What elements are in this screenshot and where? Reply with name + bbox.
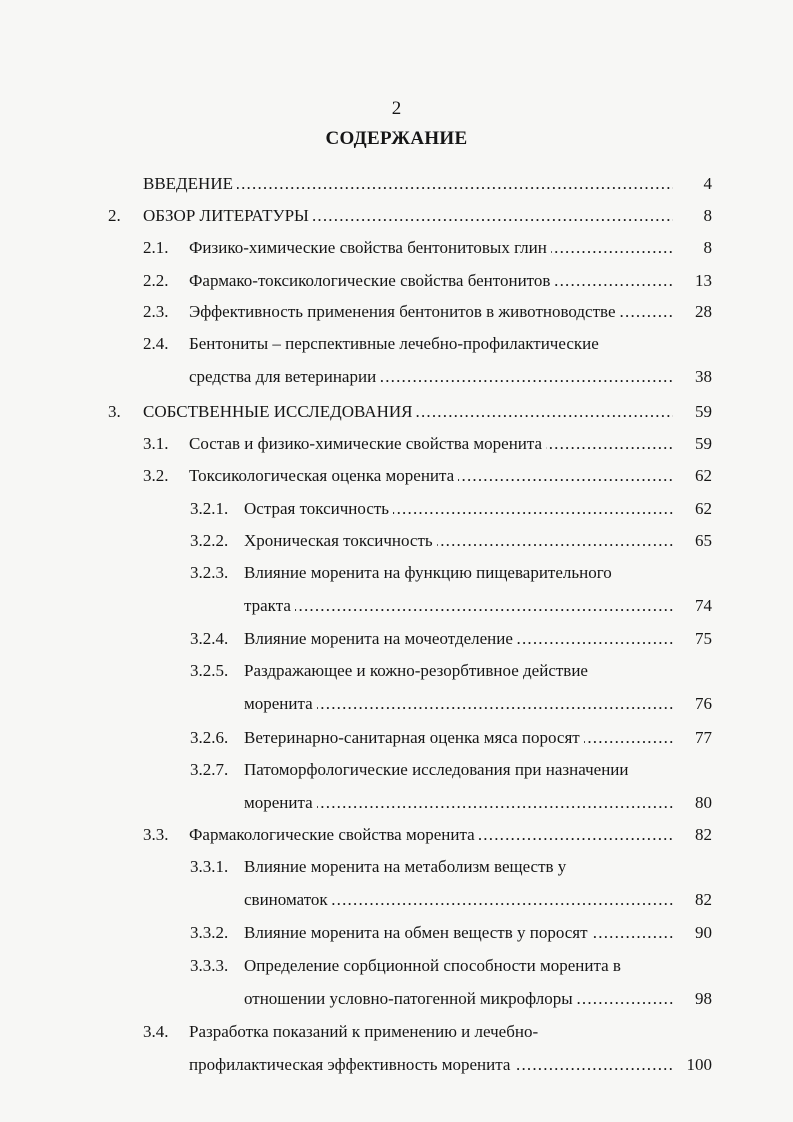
entry-title-text: Хроническая токсичность	[244, 531, 437, 550]
entry-title	[143, 203, 673, 229]
entry-page: 98	[695, 989, 712, 1008]
entry-title	[189, 235, 673, 261]
toc-entry[interactable]	[0, 463, 793, 489]
entry-page: 13	[695, 271, 712, 290]
entry-title	[244, 496, 673, 522]
toc-entry[interactable]	[0, 299, 793, 325]
entry-title-text: Бентониты – перспективные лечебно-профилактические	[189, 334, 603, 353]
entry-title-continued	[189, 364, 673, 390]
entry-number: 3.2.7.	[190, 760, 229, 779]
entry-title	[143, 399, 673, 425]
entry-number: 2.1.	[143, 238, 169, 257]
entry-title-text: тракта	[244, 596, 295, 615]
toc-entry[interactable]	[0, 953, 793, 979]
entry-title	[244, 528, 673, 554]
entry-page: 4	[703, 174, 712, 193]
entry-title-text: средства для ветеринарии	[189, 367, 380, 386]
entry-number: 3.2.4.	[190, 629, 229, 648]
toc-entry-continuation[interactable]	[0, 986, 793, 1012]
toc-entry[interactable]	[0, 920, 793, 946]
entry-number: 3.2.6.	[190, 728, 229, 747]
entry-title-text: СОБСТВЕННЫЕ ИССЛЕДОВАНИЯ	[143, 402, 416, 421]
entry-title-continued	[244, 887, 673, 913]
entry-title	[244, 725, 673, 751]
entry-title-text: профилактическая эффективность моренита	[189, 1055, 514, 1074]
toc-entry[interactable]	[0, 528, 793, 554]
toc-entry-continuation[interactable]	[0, 1052, 793, 1078]
entry-title-continued	[189, 1052, 673, 1078]
entry-page: 100	[686, 1055, 712, 1074]
entry-number: 3.1.	[143, 434, 169, 453]
toc-entry[interactable]	[0, 757, 793, 783]
entry-title	[189, 463, 673, 489]
toc-entry[interactable]	[0, 431, 793, 457]
entry-number: 3.2.5.	[190, 661, 229, 680]
entry-title	[189, 1019, 712, 1045]
toc-entry[interactable]	[0, 658, 793, 684]
entry-title	[244, 626, 673, 652]
entry-title	[244, 854, 712, 880]
entry-page: 62	[695, 499, 712, 518]
toc-entry[interactable]	[0, 331, 793, 357]
entry-number: 3.	[108, 402, 121, 421]
toc-entry[interactable]	[0, 822, 793, 848]
entry-title-text: Определение сорбционной способности моренита в	[244, 956, 625, 975]
entry-title-text: Влияние моренита на мочеотделение	[244, 629, 517, 648]
entry-page: 59	[695, 434, 712, 453]
entry-title-text: ВВЕДЕНИЕ	[143, 174, 237, 193]
entry-page: 80	[695, 793, 712, 812]
toc-entry[interactable]	[0, 854, 793, 880]
entry-page: 75	[695, 629, 712, 648]
toc-entry-continuation[interactable]	[0, 593, 793, 619]
entry-title	[244, 920, 673, 946]
entry-number: 3.3.2.	[190, 923, 229, 942]
entry-title-text: Разработка показаний к применению и лечебно-	[189, 1022, 542, 1041]
entry-title-text: отношении условно-патогенной микрофлоры	[244, 989, 577, 1008]
entry-number: 2.4.	[143, 334, 169, 353]
entry-title-text: Раздражающее и кожно-резорбтивное действие	[244, 661, 592, 680]
entry-title-text: Патоморфологические исследования при назначении	[244, 760, 633, 779]
toc-entry[interactable]	[0, 399, 793, 425]
entry-title-continued	[244, 593, 673, 619]
toc-entry[interactable]	[0, 203, 793, 229]
entry-title-text: Токсикологическая оценка моренита	[189, 466, 458, 485]
toc-entry[interactable]	[0, 496, 793, 522]
entry-title-text: Влияние моренита на функцию пищеварительного	[244, 563, 616, 582]
toc-entry[interactable]	[0, 626, 793, 652]
entry-number: 3.2.	[143, 466, 169, 485]
entry-title	[189, 268, 673, 294]
entry-title-continued	[244, 691, 673, 717]
entry-title-text: Влияние моренита на метаболизм веществ у	[244, 857, 570, 876]
entry-page: 28	[695, 302, 712, 321]
entry-page: 8	[703, 238, 712, 257]
entry-page: 76	[695, 694, 712, 713]
toc-entry[interactable]	[0, 171, 793, 197]
entry-title	[244, 757, 712, 783]
entry-page: 65	[695, 531, 712, 550]
entry-title	[189, 431, 673, 457]
entry-number: 3.3.	[143, 825, 169, 844]
entry-title	[244, 658, 712, 684]
entry-title-text: Ветеринарно-санитарная оценка мяса поросят	[244, 728, 584, 747]
entry-title-text: Физико-химические свойства бентонитовых глин	[189, 238, 551, 257]
toc-entry[interactable]	[0, 560, 793, 586]
entry-title	[244, 560, 712, 586]
toc-entry-continuation[interactable]	[0, 790, 793, 816]
entry-title-text: Фармако-токсикологические свойства бентонитов	[189, 271, 554, 290]
entry-title	[244, 953, 712, 979]
entry-page: 8	[703, 206, 712, 225]
entry-title	[189, 822, 673, 848]
entry-title-continued	[244, 986, 673, 1012]
toc-entry[interactable]	[0, 268, 793, 294]
entry-title-text: ОБЗОР ЛИТЕРАТУРЫ	[143, 206, 313, 225]
toc-entry[interactable]	[0, 235, 793, 261]
entry-title	[189, 331, 712, 357]
entry-page: 74	[695, 596, 712, 615]
entry-number: 3.4.	[143, 1022, 169, 1041]
entry-title	[189, 299, 673, 325]
entry-number: 2.2.	[143, 271, 169, 290]
entry-page: 38	[695, 367, 712, 386]
entry-title-text: моренита	[244, 793, 317, 812]
entry-title-text: Острая токсичность	[244, 499, 393, 518]
entry-title-text: Влияние моренита на обмен веществ у поросят	[244, 923, 592, 942]
entry-number: 3.2.2.	[190, 531, 229, 550]
toc-entry[interactable]	[0, 725, 793, 751]
entry-title-text: моренита	[244, 694, 317, 713]
entry-number: 3.2.3.	[190, 563, 229, 582]
entry-page: 82	[695, 890, 712, 909]
entry-title-text: Фармакологические свойства моренита	[189, 825, 479, 844]
entry-page: 62	[695, 466, 712, 485]
entry-title-continued	[244, 790, 673, 816]
page-number: 2	[391, 98, 402, 119]
toc-entry-continuation[interactable]	[0, 887, 793, 913]
entry-number: 2.3.	[143, 302, 169, 321]
toc-title: СОДЕРЖАНИЕ	[325, 128, 468, 149]
toc-entry-continuation[interactable]	[0, 364, 793, 390]
entry-page: 77	[695, 728, 712, 747]
entry-title-text: свиноматок	[244, 890, 332, 909]
entry-page: 59	[695, 402, 712, 421]
entry-title-text: Состав и физико-химические свойства моренита	[189, 434, 546, 453]
entry-page: 90	[695, 923, 712, 942]
entry-page: 82	[695, 825, 712, 844]
toc-entry-continuation[interactable]	[0, 691, 793, 717]
entry-number: 3.3.1.	[190, 857, 229, 876]
entry-number: 3.2.1.	[190, 499, 229, 518]
toc-entry[interactable]	[0, 1019, 793, 1045]
entry-number: 3.3.3.	[190, 956, 229, 975]
entry-number: 2.	[108, 206, 121, 225]
entry-title-text: Эффективность применения бентонитов в животноводстве	[189, 302, 620, 321]
entry-title	[143, 171, 673, 197]
